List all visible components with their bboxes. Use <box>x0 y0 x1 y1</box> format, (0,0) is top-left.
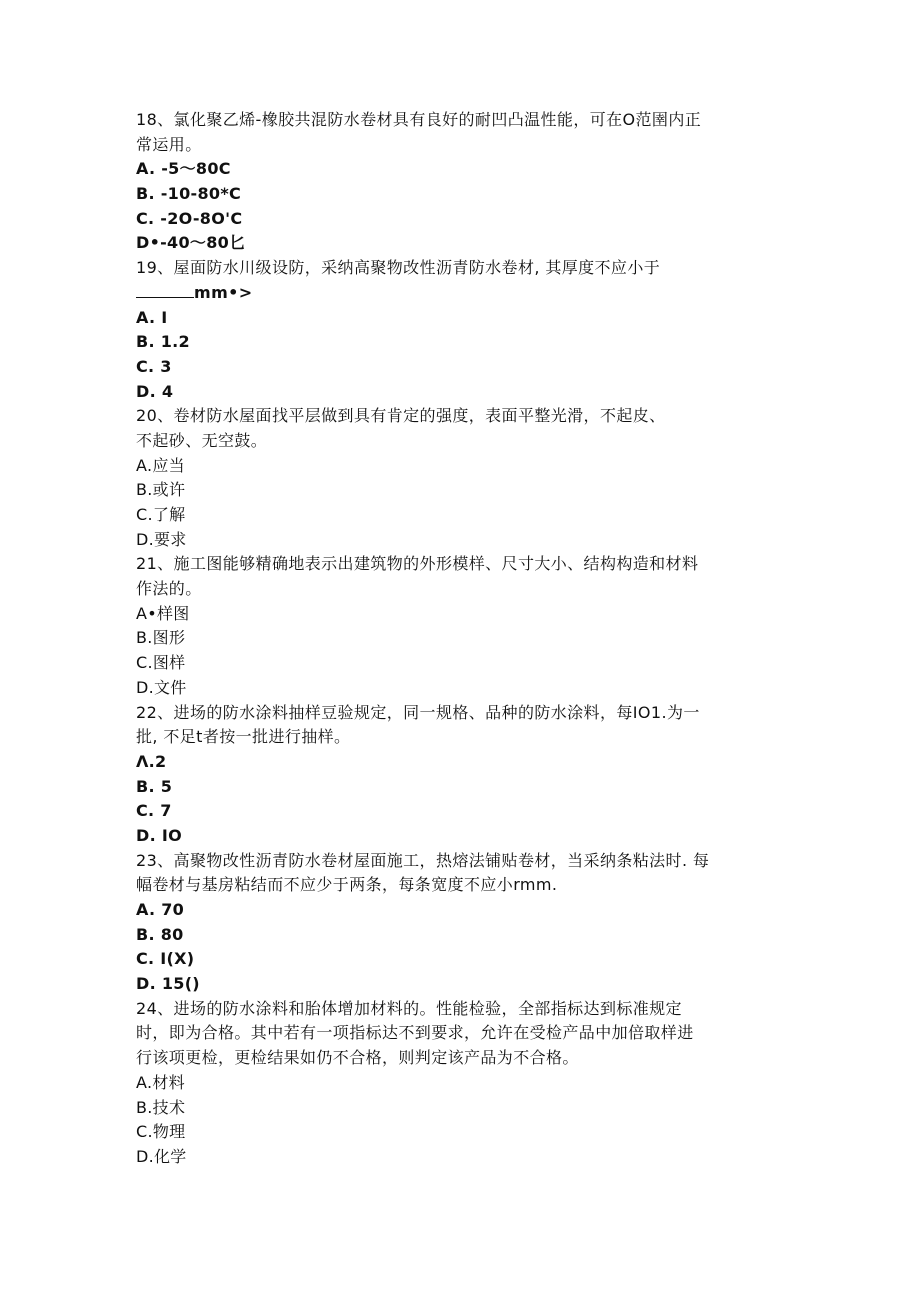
question-21-option-d: D.文件 <box>136 677 187 697</box>
question-18-option-c: C. -2O-8O'C <box>136 208 243 228</box>
question-18-option-b: B. -10-80*C <box>136 184 242 204</box>
question-19-option-b: B. 1.2 <box>136 332 190 352</box>
question-24-line-2: 时，即为合格。其中若有一项指标达不到要求，允许在受检产品中加倍取样进 <box>136 1023 694 1043</box>
question-20-option-d: D.要求 <box>136 529 187 549</box>
question-24-line-3: 行该项更检，更检结果如仍不合格，则判定该产品为不合格。 <box>136 1048 579 1068</box>
question-23-line-1: 23、高聚物改性沥青防水卷材屋面施工，热熔法铺贴卷材，当采纳条粘法时. 每 <box>136 850 710 870</box>
question-list <box>136 108 786 1170</box>
question-23-option-c: C. I(X) <box>136 949 195 969</box>
question-19-blank-line <box>136 281 786 306</box>
question-22-option-c: C. 7 <box>136 801 172 821</box>
question-19-line-1: 19、屋面防水川级设防，采纳高聚物改性沥青防水卷材, 其厚度不应小于 <box>136 258 661 278</box>
question-23-option-d: D. 15() <box>136 974 200 994</box>
question-19-option-a: A. I <box>136 307 168 327</box>
question-22-option-d: D. IO <box>136 825 182 845</box>
question-24-option-c: C.物理 <box>136 1122 186 1142</box>
answer-blank <box>136 281 194 298</box>
question-19-blank-suffix: mm•> <box>194 282 253 302</box>
question-20-option-a: A.应当 <box>136 455 185 475</box>
question-20-option-b: B.或许 <box>136 480 186 500</box>
question-21-line-1: 21、施工图能够精确地表示出建筑物的外形模样、尺寸大小、结构构造和材料 <box>136 554 699 574</box>
question-23-option-a: A. 70 <box>136 900 185 919</box>
question-21-line-2: 作法的。 <box>136 579 202 599</box>
question-21-option-b: B.图形 <box>136 628 186 648</box>
question-18-line-2: 常运用。 <box>136 134 202 154</box>
question-20-line-1: 20、卷材防水屋面找平层做到具有肯定的强度，表面平整光滑，不起皮、 <box>136 406 666 426</box>
question-18-option-a: A. -5〜80C <box>136 159 231 179</box>
question-23-option-b: B. 80 <box>136 924 184 944</box>
question-22-option-a: Λ.2 <box>136 751 167 771</box>
question-24-option-a: A.材料 <box>136 1072 185 1092</box>
question-20-option-c: C.了解 <box>136 505 186 524</box>
question-23-line-2: 幅卷材与基房粘结而不应少于两条，每条宽度不应小rmm. <box>136 875 558 895</box>
question-24-option-b: B.技术 <box>136 1097 186 1117</box>
question-18-line-1: 18、氯化聚乙烯-橡胶共混防水卷材具有良好的耐凹凸温性能，可在O范圉内正 <box>136 110 702 129</box>
question-19-option-d: D. 4 <box>136 381 174 401</box>
question-22-option-b: B. 5 <box>136 776 173 796</box>
question-21-option-c: C.图样 <box>136 653 186 673</box>
question-22-line-2: 批, 不足t者按一批进行抽样。 <box>136 727 351 747</box>
question-18-option-d: D•-40〜80匕 <box>136 233 246 253</box>
question-24-line-1: 24、进场的防水涂料和胎体增加材料的。性能检验，全部指标达到标准规定 <box>136 998 682 1018</box>
question-22-line-1: 22、进场的防水涂料抽样豆验规定，同一规格、品种的防水涂料，每IO1.为一 <box>136 702 700 722</box>
question-24-option-d: D.化学 <box>136 1146 187 1166</box>
question-20-line-2: 不起砂、无空鼓。 <box>136 430 268 450</box>
question-19-option-c: C. 3 <box>136 356 172 376</box>
question-21-option-a: A•样图 <box>136 603 190 623</box>
